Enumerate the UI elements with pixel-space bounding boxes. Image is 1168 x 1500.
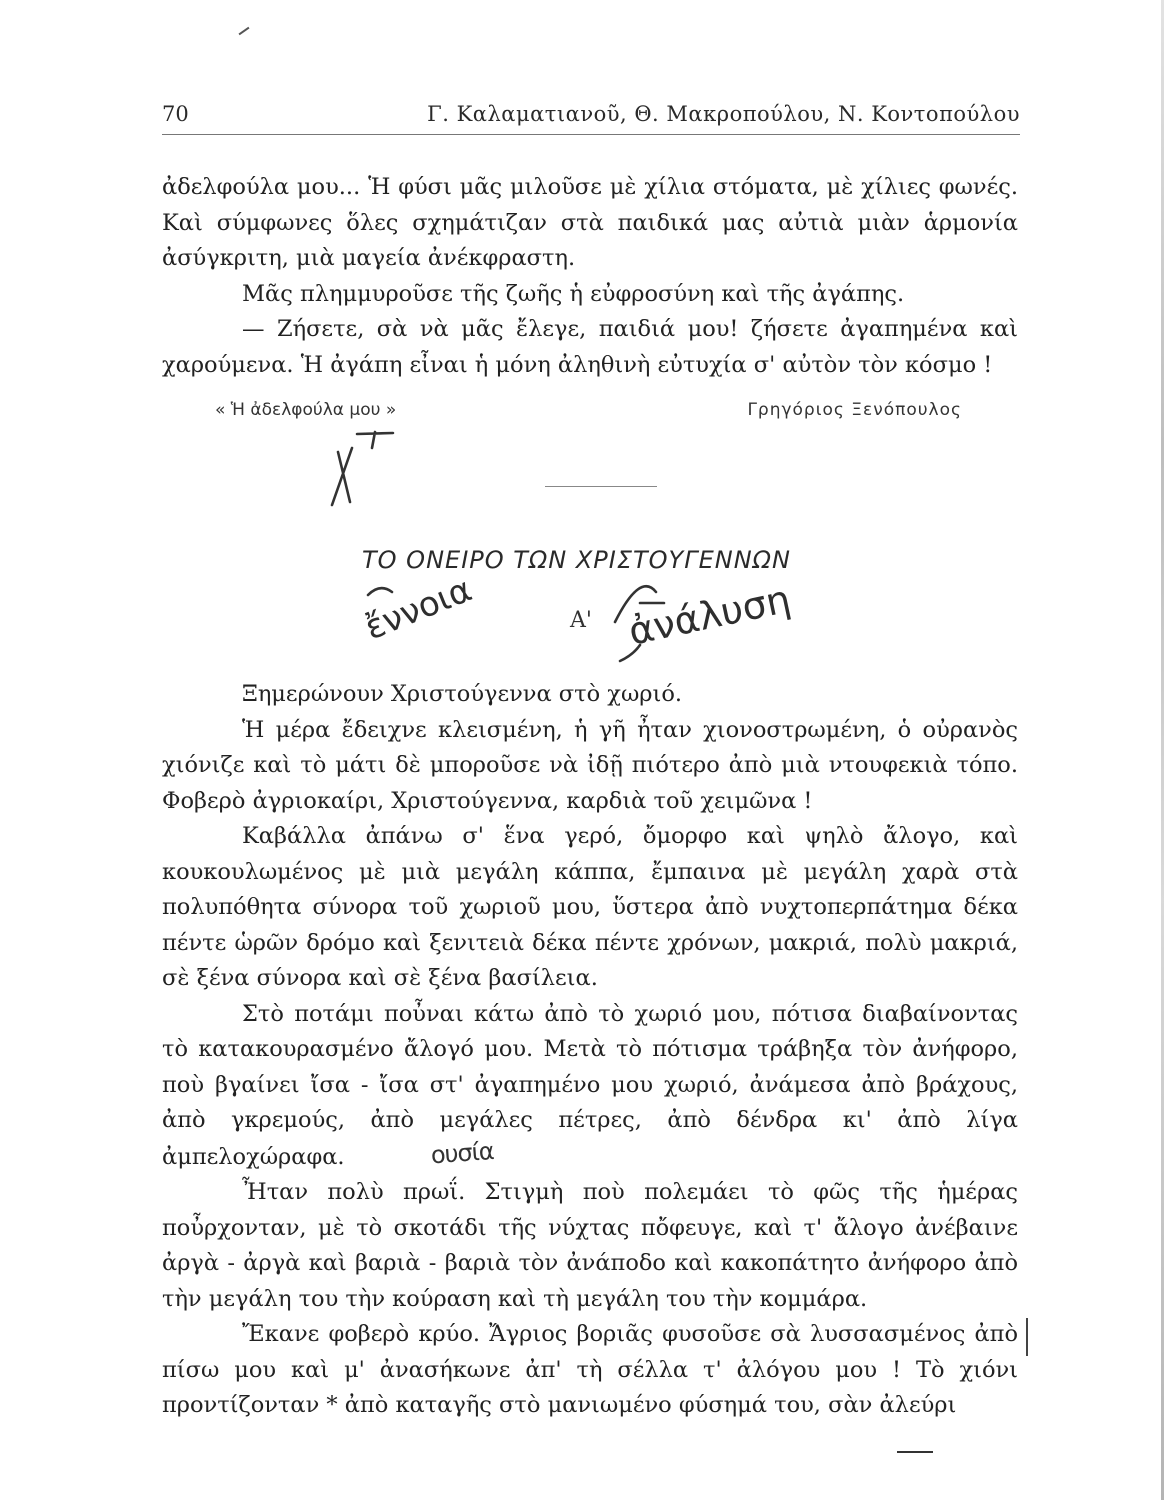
story-paragraph-text: Στὸ ποτάμι ποὖναι κάτω ἀπὸ τὸ χωριό μου, πότισα διαβαίνοντας τὸ κατακουρασμένο ἄλογό μου. Μετὰ τὸ πότισμα τράβηξα τὸν ἀνήφορο, ποὺ βγαίνει ἴσα - ἴσα στ' ἀγαπημένο μου χωριό, ἀνάμεσα ἀπὸ βράχους, ἀπὸ γκρεμούς, ἀπὸ μεγάλες πέτρες, ἀπὸ δένδρα κι' ἀπὸ λίγα ἀμπελοχώραφα. [162, 1000, 1018, 1170]
source-author: Γρηγόριος Ξενόπουλος [747, 400, 962, 420]
story-text [162, 677, 1018, 1424]
excerpt-paragraph: ἀδελφούλα μου... Ἡ φύσι μᾶς μιλοῦσε μὲ χίλια στόματα, μὲ χίλιες φωνές. Καὶ σύμφωνες ὅλες σχημάτιζαν στὰ παιδικά μας αὐτιὰ μιὰν ἁρμονία ἀσύγκριτη, μιὰ μαγεία ἀνέκφραστη. [162, 174, 1018, 271]
inline-pencil-note: ουσία [429, 1136, 495, 1169]
grade-label: Α' [570, 608, 592, 633]
corner-mark: ΧΤ [1, 1, 3, 2]
story-paragraph [162, 997, 1018, 1176]
excerpt-text [162, 170, 1018, 383]
corner-mark-t [357, 432, 393, 448]
note-right: ἀνάλυση [624, 576, 795, 654]
story-paragraph: Ἔκανε φοβερὸ κρύο. Ἄγριος βοριᾶς φυσοῦσε σὰ λυσσασμένος ἀπὸ πίσω μου καὶ μ' ἀνασήκωνε ἀπ' τὴ σέλλα τ' ἀλόγου μου ! Τὸ χιόνι προντίζονταν * ἀπὸ καταγῆς στὸ μανιωμένο φύσημά του, σὰν ἀλεύρι [162, 1321, 1018, 1418]
excerpt-paragraph: Μᾶς πλημμυροῦσε τῆς ζωῆς ἡ εὐφροσύνη καὶ τῆς ἀγάπης. [242, 280, 905, 307]
corner-mark-x [332, 448, 352, 505]
margin-pencil-bar [1026, 1318, 1028, 1356]
source-title: « Ἡ ἀδελφούλα μου » [215, 400, 397, 420]
excerpt-paragraph: — Ζήσετε, σὰ νὰ μᾶς ἔλεγε, παιδιά μου! ζήσετε ἀγαπημένα καὶ χαρούμενα. Ἡ ἀγάπη εἶναι ἡ μόνη ἀληθινὴ εὐτυχία σ' αὐτὸν τὸν κόσμο ! [162, 316, 1018, 378]
header-authors: Γ. Καλαματιανοῦ, Θ. Μακροπούλου, Ν. Κοντοπούλου [427, 102, 1020, 126]
scan-edge [1161, 0, 1164, 1500]
running-header [162, 102, 1020, 136]
bottom-dash [897, 1451, 933, 1453]
story-paragraph: Ἡ μέρα ἔδειχνε κλεισμένη, ἡ γῆ ἦταν χιονοστρωμένη, ὁ οὐρανὸς χιόνιζε καὶ τὸ μάτι δὲ μποροῦσε νὰ ἰδῇ πιότερο ἀπὸ μιὰ ντουφεκιὰ τόπο. Φοβερὸ ἀγριοκαίρι, Χριστούγεννα, καρδιὰ τοῦ χειμῶνα ! [162, 716, 1018, 814]
story-paragraph: Ξημερώνουν Χριστούγεννα στὸ χωριό. [242, 681, 683, 707]
story-paragraph: Ἦταν πολὺ πρωΐ. Στιγμὴ ποὺ πολεμάει τὸ φῶς τῆς ἡμέρας ποὖρχονταν, μὲ τὸ σκοτάδι τῆς νύχτας πὄφευγε, καὶ τ' ἄλογο ἀνέβαινε ἀργὰ - ἀργὰ καὶ βαριὰ - βαριὰ τὸν ἀνάποδο καὶ κακοπάτητο ἀνήφορο ἀπὸ τὴν μεγάλη του τὴν κούραση καὶ τὴ μεγάλη του τὴν κομμάρα. [162, 1179, 1018, 1312]
story-paragraph: Καβάλλα ἀπάνω σ' ἕνα γερό, ὄμορφο καὶ ψηλὸ ἄλογο, καὶ κουκουλωμένος μὲ μιὰ μεγάλη κάππα, ἔμπαινα μὲ μεγάλη χαρὰ στὰ πολυπόθητα σύνορα τοῦ χωριοῦ μου, ὕστερα ἀπὸ νυχτοπερπάτημα δέκα πέντε ὡρῶν δρόμο καὶ ξενιτειὰ δέκα πέντε χρόνων, μακριά, πολὺ μακριά, σὲ ξένα σύνορα καὶ σὲ ξένα βασίλεια. [162, 823, 1018, 991]
note-left: ἔννοια [359, 569, 478, 649]
page-number: 70 [162, 102, 189, 126]
section-divider [545, 486, 657, 487]
note-right-stroke [615, 586, 664, 622]
pencil-tick [239, 27, 250, 36]
story-title: ΤΟ ΟΝΕΙΡΟ ΤΩΝ ΧΡΙΣΤΟΥΓΕΝΝΩΝ [362, 546, 791, 574]
note-right-arc [620, 645, 640, 661]
note-left-stroke [368, 588, 392, 595]
header-rule [162, 134, 1020, 135]
